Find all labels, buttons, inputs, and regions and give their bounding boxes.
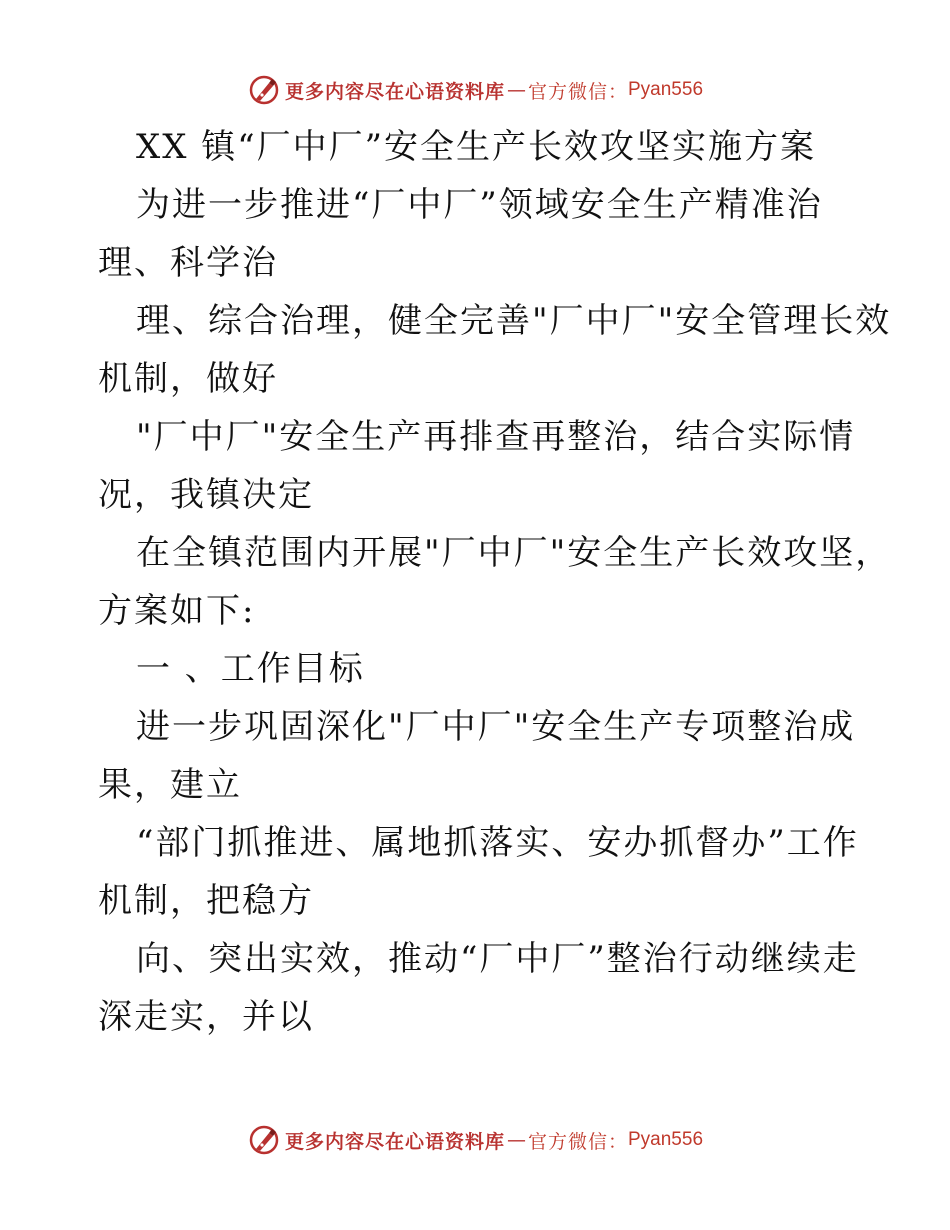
paragraph-line: 为进一步推进“厂中厂”领域安全生产精准治: [136, 185, 823, 225]
paragraph-line: 向、突出实效，推动“厂中厂”整治行动继续走: [136, 939, 859, 979]
watermark-header: [0, 72, 950, 108]
document-body: [98, 118, 892, 1046]
paragraph-line: 机制，把稳方: [98, 881, 314, 921]
paragraph-line: 深走实，并以: [98, 997, 314, 1037]
watermark-official: 官方微信：: [527, 1130, 628, 1153]
paragraph-line: 机制，做好: [98, 359, 278, 399]
pen-nib-logo-icon: [247, 1123, 281, 1157]
paragraph-line: 方案如下:: [98, 591, 256, 631]
watermark-brand: 更多内容尽在心语资料库: [284, 1130, 505, 1153]
watermark-dash: —: [506, 1129, 526, 1151]
paragraph-line: 果，建立: [98, 765, 242, 805]
paragraph-line: 进一步巩固深化"厂中厂"安全生产专项整治成: [136, 707, 856, 747]
watermark-wechat-id: Pyan556: [628, 79, 704, 100]
paragraph-line: "厂中厂"安全生产再排查再整治，结合实际情: [136, 417, 856, 457]
watermark-official: 官方微信：: [527, 80, 628, 103]
paragraph-line: 在全镇范围内开展"厂中厂"安全生产长效攻坚，: [136, 533, 892, 573]
paragraph-line: 况，我镇决定: [98, 475, 314, 515]
watermark-footer: [0, 1122, 950, 1158]
watermark-dash: —: [506, 79, 526, 101]
pen-nib-logo-icon: [247, 73, 281, 107]
section-heading: 一 、工作目标: [136, 649, 365, 689]
paragraph-line: 理、科学治: [98, 243, 278, 283]
paragraph-line: “部门抓推进、属地抓落实、安办抓督办”工作: [136, 823, 859, 863]
document-title: XX 镇“厂中厂”安全生产长效攻坚实施方案: [136, 127, 816, 167]
watermark-brand: 更多内容尽在心语资料库: [284, 80, 505, 103]
paragraph-line: 理、综合治理，健全完善"厂中厂"安全管理长效: [136, 301, 892, 341]
watermark-wechat-id: Pyan556: [628, 1129, 704, 1150]
